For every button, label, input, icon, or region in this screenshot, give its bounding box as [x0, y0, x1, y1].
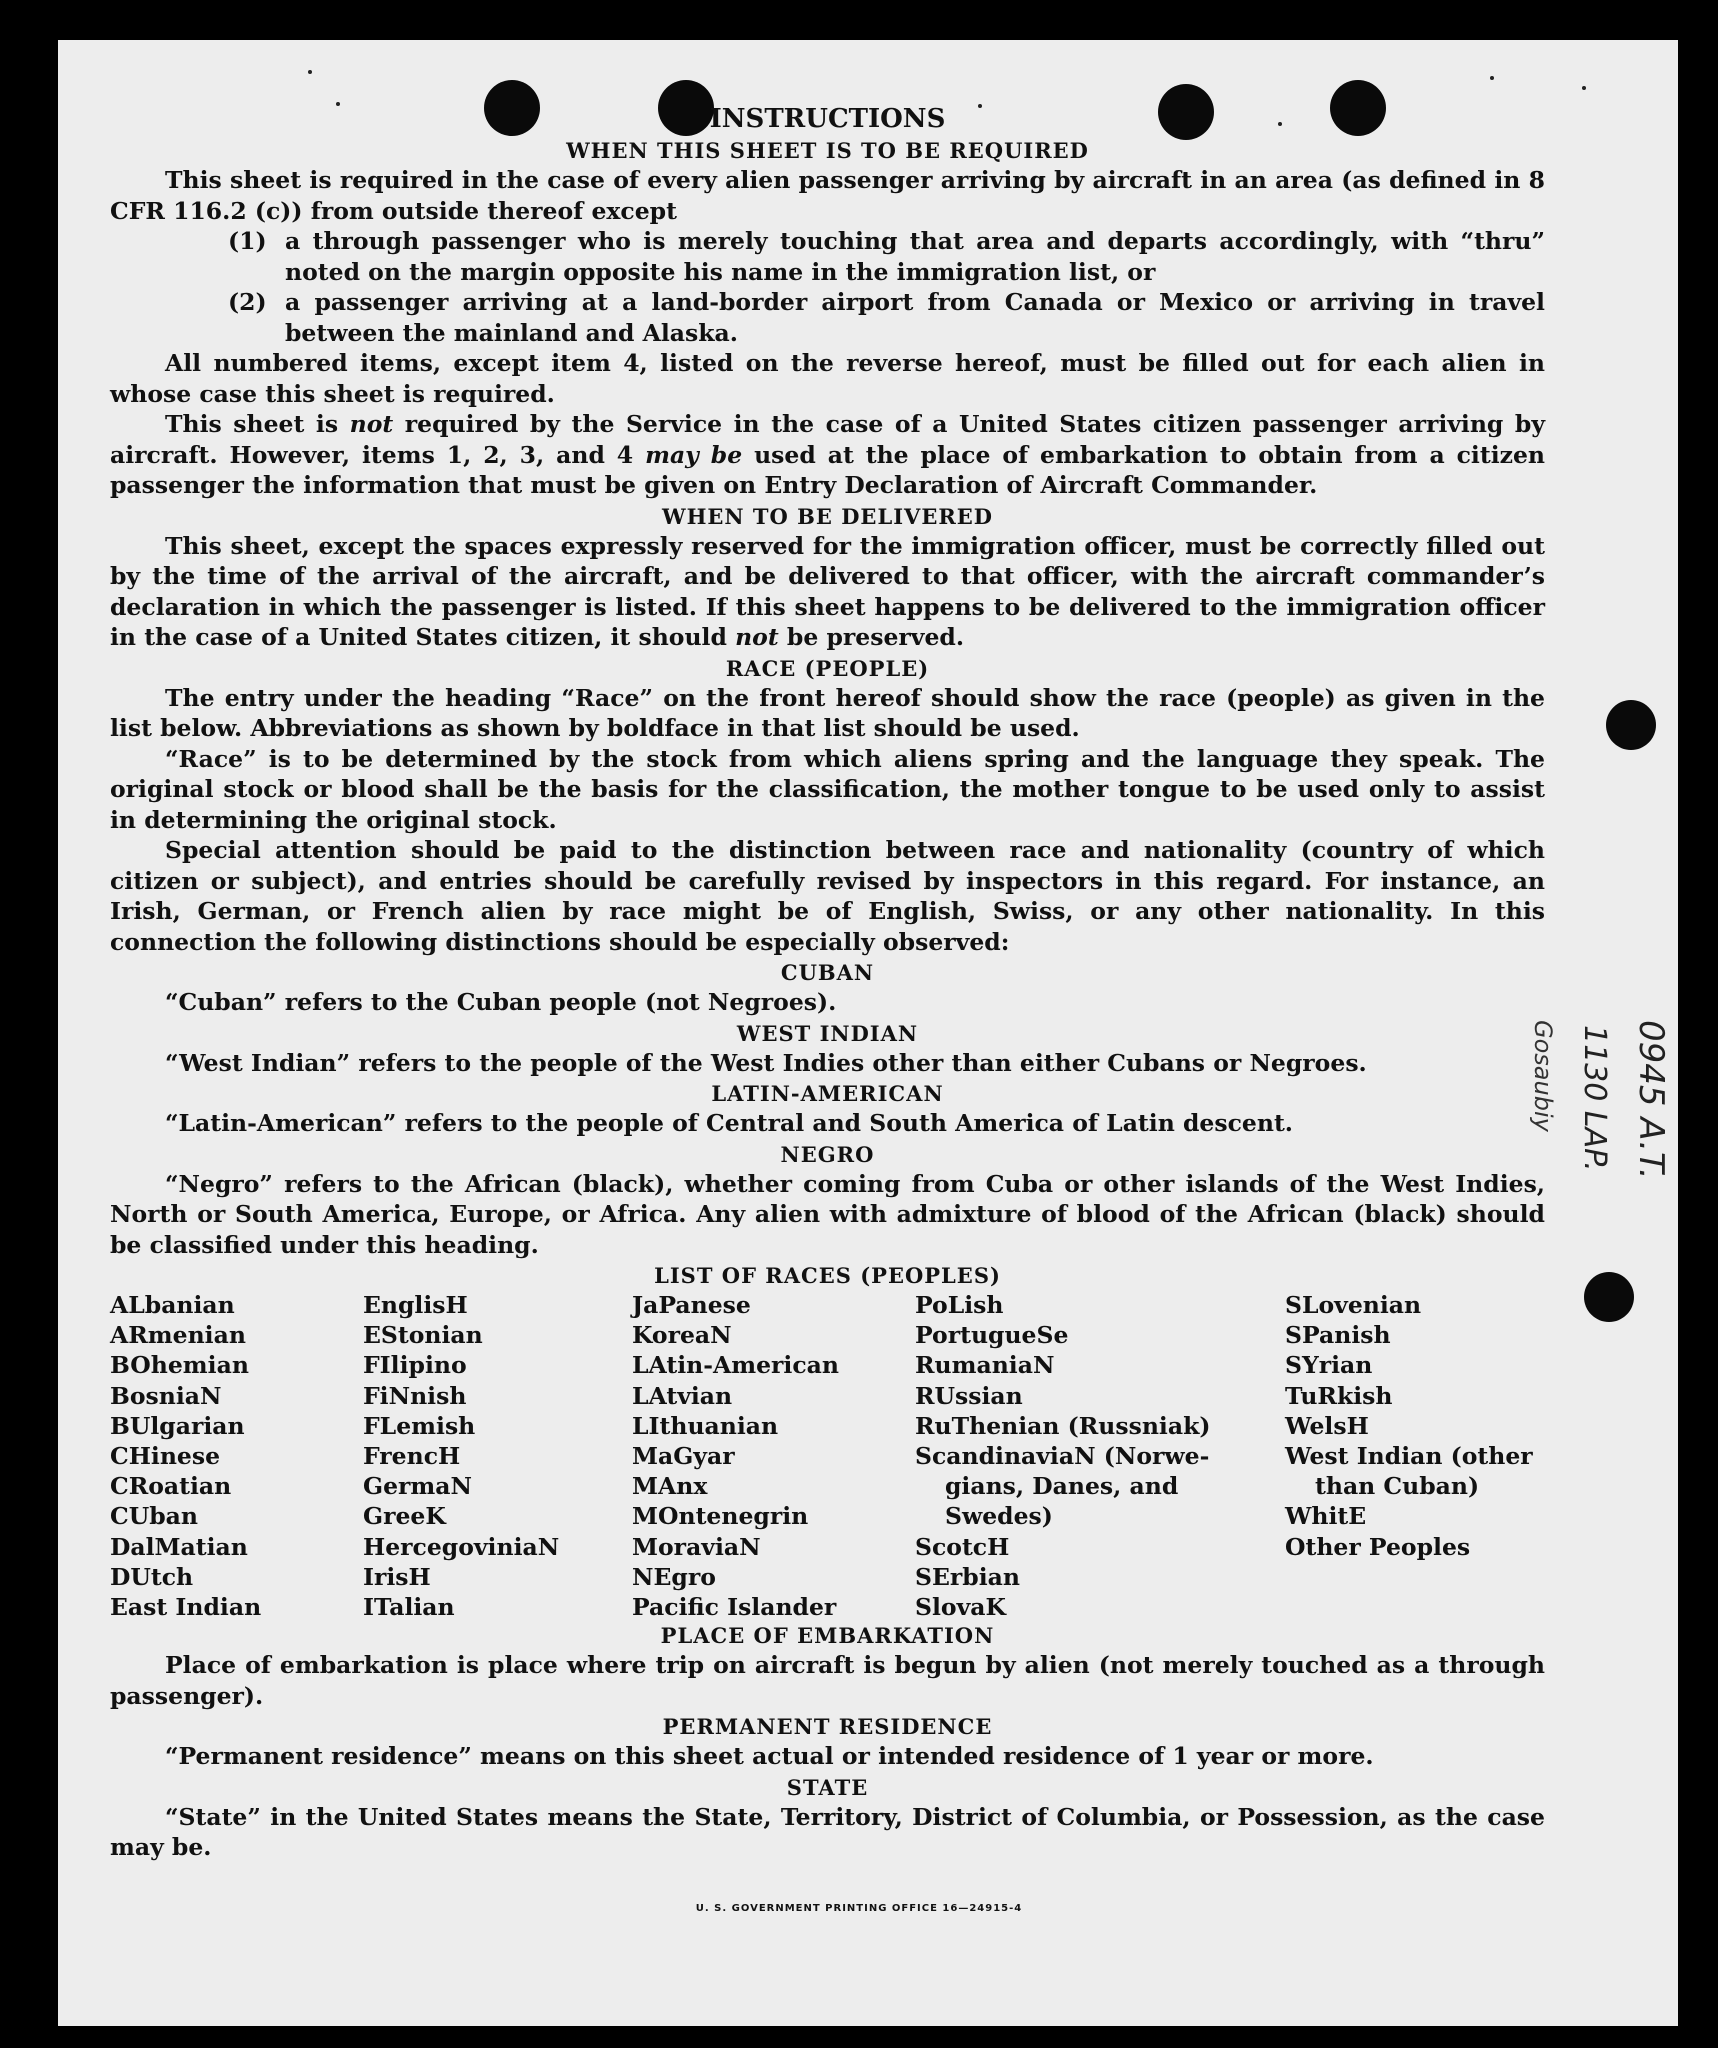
page-title: INSTRUCTIONS	[709, 104, 946, 134]
race-item: EnglisH	[363, 1291, 468, 1319]
race-item: SLovenian	[1285, 1291, 1422, 1319]
text-run: be preserved.	[778, 623, 965, 651]
speck	[1582, 86, 1586, 90]
race-item: KoreaN	[632, 1321, 732, 1350]
section-heading-when-delivered: WHEN TO BE DELIVERED	[661, 503, 993, 529]
text-run: required by the Service in the case of a United States citizen passenger arriving by aircraft. However, items 1, 2, 3, and 4	[110, 410, 1545, 469]
races-column	[363, 1290, 559, 1622]
race-item: NEgro	[632, 1562, 716, 1591]
race-item: BUlgarian	[110, 1411, 245, 1440]
paragraph: “Race” is to be determined by the stock from which aliens spring and the language they speak. The original stock or blood shall be the basis for the classification, the mother tongue to be used only to assist in determining the original stock.	[110, 744, 1545, 834]
race-item: CHinese	[110, 1442, 221, 1471]
race-item: MaGyar	[632, 1442, 735, 1471]
paragraph	[110, 409, 1545, 501]
race-item: WelsH	[1285, 1411, 1369, 1440]
race-item: DalMatian	[110, 1532, 248, 1561]
race-item: MoraviaN	[632, 1532, 761, 1561]
race-item: ScandinaviaN (Norwe-	[915, 1442, 1210, 1471]
race-item: SYrian	[1285, 1351, 1373, 1380]
paragraph: All numbered items, except item 4, listed on the reverse hereof, must be filled out for each alien in whose case this sheet is required.	[110, 349, 1545, 408]
race-item: BOhemian	[110, 1351, 249, 1380]
definition-cuban: “Cuban” refers to the Cuban people (not Negroes).	[165, 988, 837, 1016]
race-item: West Indian (other	[1285, 1442, 1533, 1471]
speck	[1490, 76, 1494, 80]
race-item: Swedes)	[945, 1502, 1053, 1531]
race-item: JaPanese	[632, 1291, 751, 1319]
section-heading-when-required: WHEN THIS SHEET IS TO BE REQUIRED	[566, 138, 1089, 163]
text-run: This sheet is	[165, 410, 350, 438]
emphasis: not	[735, 623, 779, 651]
race-item: EStonian	[363, 1321, 483, 1350]
emphasis: may be	[645, 440, 743, 469]
race-item: CUban	[110, 1502, 198, 1531]
race-item: FiNnish	[363, 1381, 467, 1410]
races-column	[915, 1290, 1210, 1622]
definition-state: “State” in the United States means the State, Territory, District of Columbia, or Possession, as the case may be.	[110, 1802, 1545, 1861]
race-item: LAtvian	[632, 1381, 733, 1410]
race-item: HercegoviniaN	[363, 1532, 560, 1561]
handwriting-svg	[1440, 1020, 1680, 1240]
list-item	[110, 287, 1545, 348]
race-item: ARmenian	[110, 1321, 246, 1350]
definition-west-indian: “West Indian” refers to the people of the West Indies other than either Cubans or Negroes.	[165, 1048, 1367, 1077]
race-item: PortugueSe	[915, 1321, 1069, 1350]
race-item: ALbanian	[110, 1291, 235, 1319]
list-item	[110, 226, 1545, 287]
handwritten-annotation	[1440, 1020, 1680, 1240]
race-item: IrisH	[363, 1562, 431, 1591]
race-item: FIlipino	[363, 1351, 467, 1380]
section-heading-list-of-races: LIST OF RACES (PEOPLES)	[654, 1263, 1001, 1288]
race-item: RuThenian (Russniak)	[915, 1411, 1211, 1440]
section-heading-cuban: CUBAN	[780, 960, 875, 985]
race-item: LAtin-American	[632, 1351, 839, 1380]
section-heading-race: RACE (PEOPLE)	[725, 655, 930, 681]
section-heading-negro: NEGRO	[780, 1141, 875, 1167]
punch-hole	[1606, 700, 1656, 750]
race-item: RumaniaN	[915, 1351, 1055, 1380]
definition-latin-american: “Latin-American” refers to the people of Central and South America of Latin descent.	[165, 1109, 1293, 1137]
race-item: than Cuban)	[1315, 1472, 1480, 1501]
race-item: SErbian	[915, 1562, 1020, 1591]
section-heading-state: STATE	[786, 1774, 869, 1800]
race-item: SlovaK	[915, 1593, 1006, 1622]
race-item: ITalian	[363, 1593, 455, 1622]
definition-embarkation: Place of embarkation is place where trip on aircraft is begun by alien (not merely touched as a through passenger).	[110, 1651, 1545, 1710]
punch-hole	[1584, 1272, 1634, 1322]
item-text: a through passenger who is merely touching that area and departs accordingly, with “thru” noted on the margin opposite his name in the immigration list, or	[285, 227, 1545, 286]
text-run: This sheet, except the spaces expressly reserved for the immigration officer, must be correctly filled out by the time of the arrival of the aircraft, and be delivered to that officer, with the aircraft commander’s declaration in which the passenger is listed. If this sheet happens to be delivered to the immigration officer in the case of a United States citizen, it should	[110, 531, 1545, 651]
races-column	[110, 1290, 261, 1622]
section-heading-west-indian: WEST INDIAN	[736, 1020, 919, 1046]
instructions-content	[110, 104, 1545, 1863]
emphasis: not	[349, 410, 394, 438]
races-column	[1285, 1290, 1533, 1562]
race-item: GreeK	[363, 1502, 446, 1531]
printer-imprint: U. S. GOVERNMENT PRINTING OFFICE 16—24915-4	[695, 1903, 1023, 1914]
race-item: LIthuanian	[632, 1411, 779, 1440]
race-item: MOntenegrin	[632, 1502, 809, 1531]
section-heading-latin-american: LATIN-AMERICAN	[711, 1081, 944, 1106]
section-heading-residence: PERMANENT RESIDENCE	[662, 1714, 993, 1739]
race-item: Other Peoples	[1285, 1532, 1471, 1561]
race-item: ScotcH	[915, 1532, 1010, 1561]
handwritten-line: Gosaubiy	[1529, 1020, 1557, 1132]
paragraph: The entry under the heading “Race” on the front hereof should show the race (people) as given in the list below. Abbreviations as shown by boldface in that list should be used.	[110, 683, 1545, 742]
paragraph: Special attention should be paid to the distinction between race and nationality (country of which citizen or subject), and entries should be carefully revised by inspectors in this regard. For instance, an Irish, German, or French alien by race might be of English, Swiss, or any other nationality. In this connection the following distinctions should be especially observed:	[110, 836, 1545, 956]
races-column	[632, 1290, 839, 1622]
item-text: a passenger arriving at a land-border airport from Canada or Mexico or arriving in travel between the mainland and Alaska.	[285, 288, 1545, 347]
handwritten-line: 0945 A.T.	[1631, 1020, 1671, 1180]
race-item: DUtch	[110, 1562, 194, 1591]
paragraph: This sheet is required in the case of every alien passenger arriving by aircraft in an area (as defined in 8 CFR 116.2 (c)) from outside thereof except	[110, 166, 1545, 225]
text-run: used at the place of embarkation to obtain from a citizen passenger the information that must be given on Entry Declaration of Aircraft Commander.	[110, 440, 1545, 499]
handwritten-line: 1130 LAP.	[1577, 1025, 1612, 1172]
item-number: (1)	[228, 227, 267, 255]
race-item: MAnx	[632, 1472, 708, 1501]
section-heading-embarkation: PLACE OF EMBARKATION	[660, 1623, 995, 1648]
race-item: PoLish	[915, 1291, 1004, 1319]
race-item: RUssian	[915, 1381, 1023, 1410]
race-item: CRoatian	[110, 1472, 232, 1501]
race-item: Pacific Islander	[632, 1593, 837, 1622]
races-list	[110, 1290, 1545, 1620]
speck	[308, 70, 312, 74]
definition-residence: “Permanent residence” means on this sheet actual or intended residence of 1 year or more.	[165, 1742, 1374, 1770]
race-item: GermaN	[363, 1472, 472, 1501]
race-item: FrencH	[363, 1442, 461, 1471]
race-item: gians, Danes, and	[945, 1472, 1179, 1501]
race-item: FLemish	[363, 1411, 476, 1440]
race-item: East Indian	[110, 1593, 262, 1622]
definition-negro: “Negro” refers to the African (black), whether coming from Cuba or other islands of the West Indies, North or South America, Europe, or Africa. Any alien with admixture of blood of the African (black) should be classified under this heading.	[110, 1169, 1545, 1259]
paragraph	[110, 531, 1545, 653]
race-item: WhitE	[1285, 1502, 1367, 1531]
item-number: (2)	[228, 288, 267, 316]
race-item: TuRkish	[1285, 1381, 1393, 1410]
race-item: BosniaN	[110, 1381, 222, 1410]
race-item: SPanish	[1285, 1321, 1391, 1350]
